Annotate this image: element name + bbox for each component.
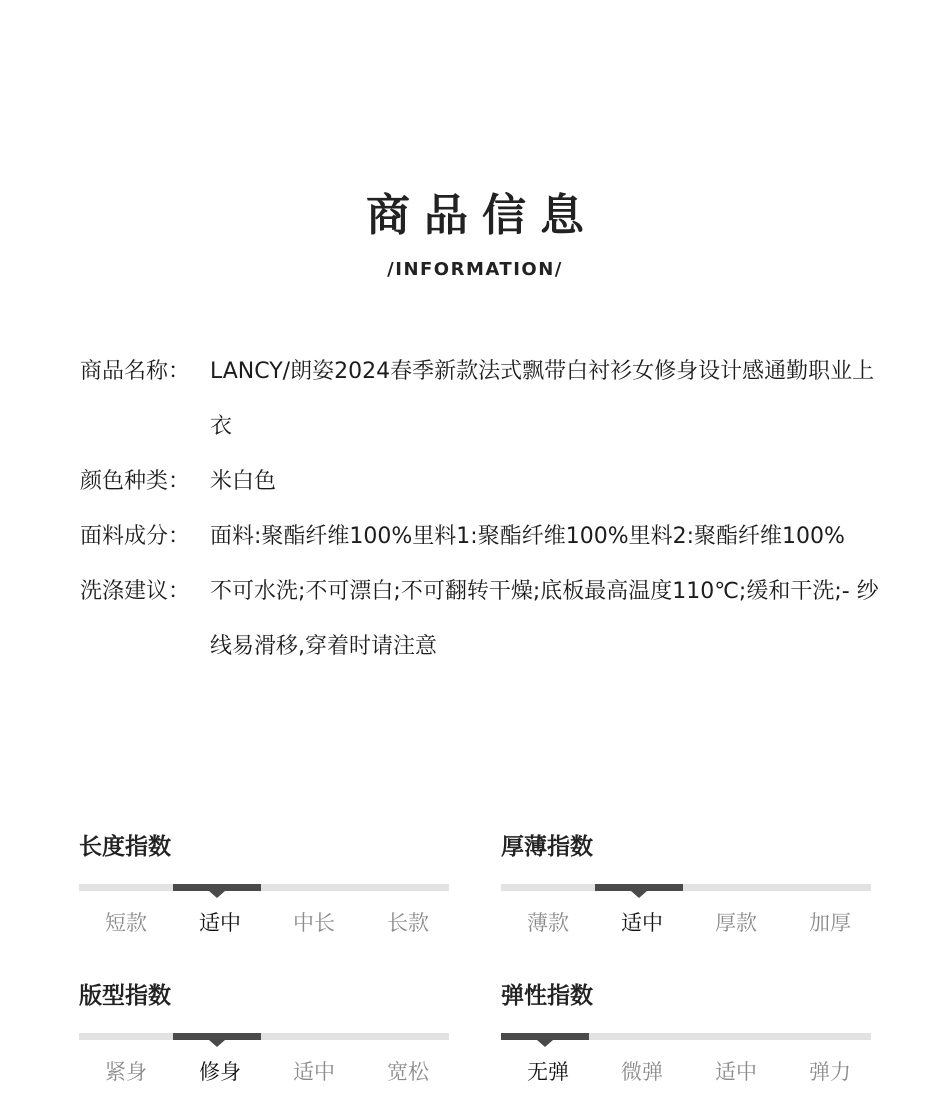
- info-label: 商品名称：: [80, 359, 191, 384]
- metric-option: 厚款: [715, 911, 757, 935]
- metric-option: 微弹: [621, 1060, 663, 1084]
- section-header: [0, 188, 950, 282]
- page-title: 商品信息: [366, 190, 598, 241]
- info-label: 洗涤建议：: [80, 579, 191, 604]
- metric-indicator: [501, 1033, 589, 1040]
- info-value: 面料:聚酯纤维100%里料1:聚酯纤维100%里料2:聚酯纤维100%: [210, 524, 845, 549]
- metric-option: 适中: [293, 1060, 335, 1084]
- metric-option: 无弹: [527, 1060, 569, 1084]
- metric-options: [501, 1058, 877, 1086]
- metric-option: 宽松: [387, 1060, 429, 1084]
- metric-option: 薄款: [527, 911, 569, 935]
- metric-scale-bar: [79, 884, 449, 891]
- metric-option: 中长: [293, 911, 335, 935]
- info-value: LANCY/朗姿2024春季新款法式飘带白衬衫女修身设计感通勤职业上衣: [210, 359, 875, 439]
- metric-indicator: [595, 884, 683, 891]
- metric-option: 修身: [199, 1060, 241, 1084]
- metric-indicator: [173, 884, 261, 891]
- metric-title: 弹性指数: [501, 983, 593, 1009]
- info-label: 面料成分：: [80, 524, 191, 549]
- metric-title: 长度指数: [79, 834, 171, 860]
- page-subtitle: /INFORMATION/: [387, 259, 563, 280]
- info-row-color: [80, 454, 880, 509]
- metric-option: 紧身: [105, 1060, 147, 1084]
- metric-scale-bar: [79, 1033, 449, 1040]
- metric-option: 短款: [105, 911, 147, 935]
- metric-length: [79, 832, 449, 937]
- metric-title: 版型指数: [79, 983, 171, 1009]
- metric-option: 长款: [387, 911, 429, 935]
- info-value: 不可水洗;不可漂白;不可翻转干燥;底板最高温度110℃;缓和干洗;- 纱线易滑移,穿着时请注意: [210, 579, 879, 659]
- metric-option: 适中: [715, 1060, 757, 1084]
- metric-scale-bar: [501, 884, 871, 891]
- metric-options: [79, 1058, 455, 1086]
- info-row-material: [80, 509, 880, 564]
- metric-option: 适中: [199, 911, 241, 935]
- metric-option: 加厚: [809, 911, 851, 935]
- metric-elasticity: [501, 981, 871, 1086]
- metric-fit: [79, 981, 449, 1086]
- metric-title: 厚薄指数: [501, 834, 593, 860]
- metric-option: 弹力: [809, 1060, 851, 1084]
- metric-options: [501, 909, 877, 937]
- info-row-name: [80, 344, 880, 454]
- metric-options: [79, 909, 455, 937]
- info-value: 米白色: [210, 469, 277, 494]
- info-row-care: [80, 564, 880, 674]
- metric-option: 适中: [621, 911, 663, 935]
- metric-scale-bar: [501, 1033, 871, 1040]
- metric-indicator: [173, 1033, 261, 1040]
- info-label: 颜色种类：: [80, 469, 191, 494]
- metric-thickness: [501, 832, 871, 937]
- product-info-list: [80, 344, 880, 674]
